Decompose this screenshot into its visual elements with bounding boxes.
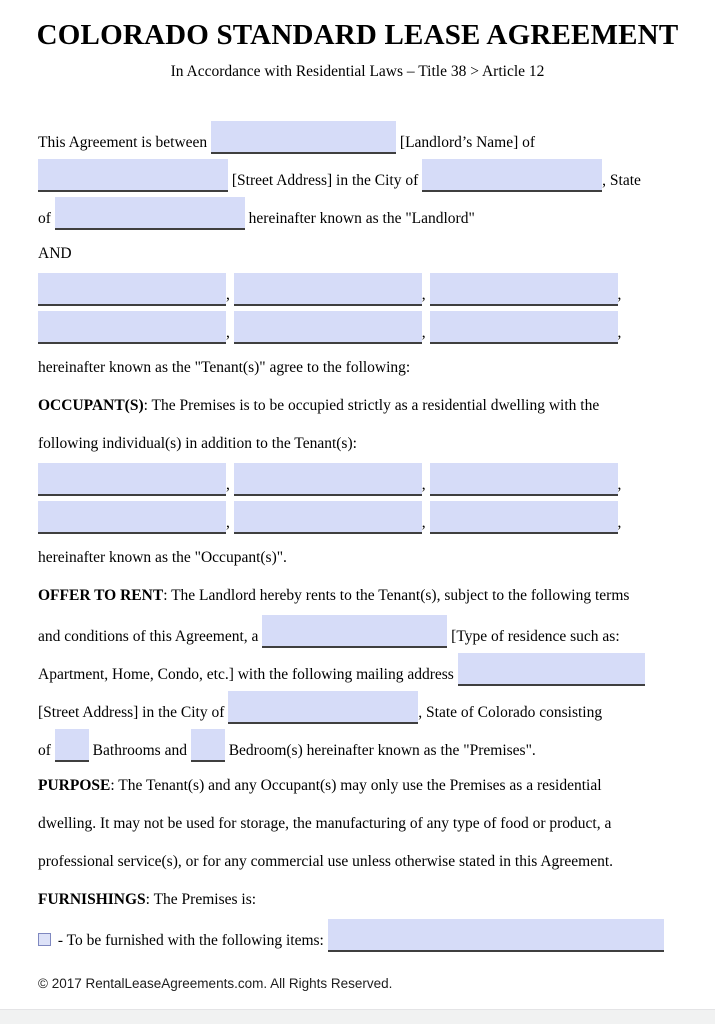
comma-separator: , (226, 476, 230, 494)
intro-text-3a: of (38, 210, 51, 228)
page-subtitle: In Accordance with Residential Laws – Title 38 > Article 12 (170, 63, 545, 81)
occupants-text-2: following individual(s) in addition to the Tenant(s): (38, 435, 357, 453)
tenant-name-field-1[interactable] (38, 273, 226, 306)
tenant-name-field-2[interactable] (234, 273, 422, 306)
tenant-closing-text: hereinafter known as the "Tenant(s)" agree to the following: (38, 359, 411, 377)
tenant-name-field-5[interactable] (234, 311, 422, 344)
residence-type-field[interactable] (262, 615, 447, 648)
offer-text-5b: Bathrooms and (92, 742, 187, 760)
intro-text-1a: This Agreement is between (38, 134, 208, 152)
tenant-name-field-6[interactable] (430, 311, 618, 344)
occupants-line-2 (38, 425, 677, 463)
offer-heading: OFFER TO RENT (38, 587, 164, 605)
comma-separator: , (617, 514, 622, 532)
occupant-name-field-3[interactable] (430, 463, 618, 496)
purpose-text-2: dwelling. It may not be used for storage, the manufacturing of any type of food or product, a (38, 815, 612, 833)
offer-text-5c: Bedroom(s) hereinafter known as the "Premises". (228, 742, 536, 760)
landlord-name-field[interactable] (211, 121, 396, 154)
comma-separator: , (617, 476, 622, 494)
furnishings-checkbox-line (38, 919, 677, 957)
furnished-checkbox-label: - To be furnished with the following items: (57, 932, 324, 950)
furnishings-line-1 (38, 881, 677, 919)
comma-separator: , (226, 324, 230, 342)
offer-text-2a: and conditions of this Agreement, a (38, 628, 259, 646)
purpose-line-3 (38, 843, 677, 881)
offer-text-1: : The Landlord hereby rents to the Tenant(s), subject to the following terms (163, 587, 630, 605)
comma-separator: , (421, 514, 426, 532)
premises-mailing-address-field[interactable] (458, 653, 645, 686)
offer-text-4a: [Street Address] in the City of (38, 704, 225, 722)
purpose-heading: PURPOSE (38, 777, 111, 795)
offer-line-2 (38, 615, 677, 653)
occupants-closing-line (38, 539, 677, 577)
document-body (0, 121, 715, 957)
occupant-name-field-5[interactable] (234, 501, 422, 534)
premises-city-field[interactable] (228, 691, 418, 724)
page-title: COLORADO STANDARD LEASE AGREEMENT (36, 19, 679, 51)
bedrooms-count-field[interactable] (191, 729, 225, 762)
comma-separator: , (421, 324, 426, 342)
tenant-names-row-2 (38, 311, 677, 349)
furnishings-heading: FURNISHINGS (38, 891, 146, 909)
offer-text-4b: , State of Colorado consisting (418, 704, 603, 722)
bathrooms-count-field[interactable] (55, 729, 89, 762)
occupant-name-field-6[interactable] (430, 501, 618, 534)
tenant-closing-line (38, 349, 677, 387)
furnished-checkbox[interactable] (38, 933, 51, 946)
copyright-footer: © 2017 RentalLeaseAgreements.com. All Rights Reserved. (38, 976, 393, 992)
occupant-name-field-2[interactable] (234, 463, 422, 496)
comma-separator: , (226, 286, 230, 304)
occupants-line-1 (38, 387, 677, 425)
comma-separator: , (226, 514, 230, 532)
tenant-names-row-1 (38, 273, 677, 311)
tenant-name-field-4[interactable] (38, 311, 226, 344)
offer-text-2b: [Type of residence such as: (451, 628, 620, 646)
offer-line-4 (38, 691, 677, 729)
landlord-street-address-field[interactable] (38, 159, 228, 192)
offer-line-1 (38, 577, 677, 615)
occupants-closing-text: hereinafter known as the "Occupant(s)". (38, 549, 287, 567)
and-line (38, 235, 677, 273)
occupant-names-row-2 (38, 501, 677, 539)
offer-line-3 (38, 653, 677, 691)
intro-text-2a: [Street Address] in the City of (231, 172, 419, 190)
landlord-city-field[interactable] (422, 159, 602, 192)
tenant-name-field-3[interactable] (430, 273, 618, 306)
intro-line-2 (38, 159, 677, 197)
purpose-line-1 (38, 767, 677, 805)
landlord-state-field[interactable] (55, 197, 245, 230)
page-edge-strip (0, 1009, 715, 1024)
comma-separator: , (421, 476, 426, 494)
purpose-text-1: : The Tenant(s) and any Occupant(s) may only use the Premises as a residential (110, 777, 602, 795)
furnishings-text-1: : The Premises is: (145, 891, 257, 909)
furnished-items-field[interactable] (328, 919, 664, 952)
purpose-text-3: professional service(s), or for any commercial use unless otherwise stated in this Agreement. (38, 853, 614, 871)
occupants-text-1: : The Premises is to be occupied strictly as a residential dwelling with the (143, 397, 600, 415)
occupant-name-field-4[interactable] (38, 501, 226, 534)
intro-text-1b: [Landlord’s Name] of (399, 134, 536, 152)
intro-text-2b: , State (602, 172, 641, 190)
intro-text-3b: hereinafter known as the "Landlord" (248, 210, 475, 228)
offer-line-5 (38, 729, 677, 767)
comma-separator: , (617, 324, 622, 342)
intro-line-3 (38, 197, 677, 235)
offer-text-3a: Apartment, Home, Condo, etc.] with the following mailing address (38, 666, 454, 684)
offer-text-5a: of (38, 742, 51, 760)
and-label: AND (38, 245, 72, 263)
purpose-line-2 (38, 805, 677, 843)
occupants-heading: OCCUPANT(S) (38, 397, 144, 415)
comma-separator: , (421, 286, 426, 304)
occupant-names-row-1 (38, 463, 677, 501)
intro-line-1 (38, 121, 677, 159)
comma-separator: , (617, 286, 622, 304)
occupant-name-field-1[interactable] (38, 463, 226, 496)
